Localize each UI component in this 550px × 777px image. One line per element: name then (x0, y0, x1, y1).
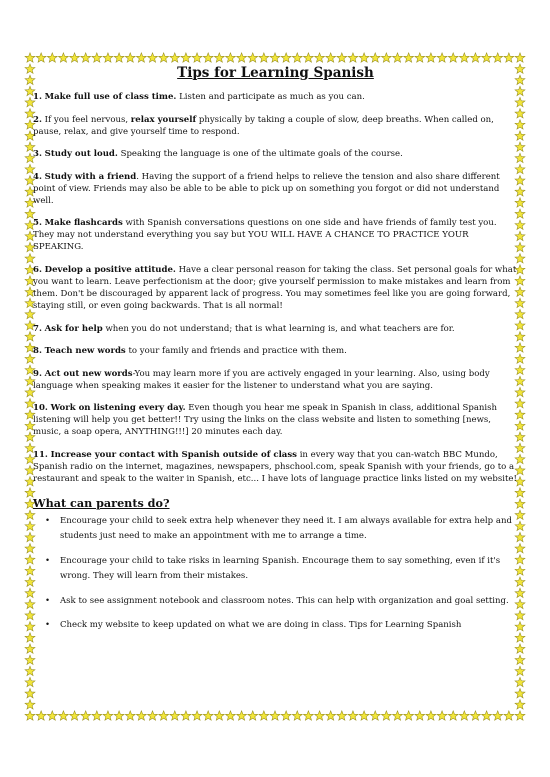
tip-7-text: when you do not understand; that is what learning is, and what teachers are for. (102, 323, 455, 334)
star-icon (515, 666, 525, 675)
star-icon (92, 711, 102, 720)
tip-9-text: -You may learn more if you are actively engaged in your learning. Also, using body language when speaking makes it easier for the listener to understand what you are saying. (33, 368, 490, 391)
list-item (33, 594, 518, 610)
parents-item-text: Encourage your child to take risks in learning Spanish. Encourage them to say something, even if it's wrong. They will learn from their mistakes. (60, 555, 501, 582)
star-icon (36, 711, 46, 720)
star-icon (415, 711, 425, 720)
star-icon (214, 53, 224, 62)
document-body (33, 64, 518, 643)
list-item (33, 618, 518, 634)
star-icon (437, 53, 447, 62)
star-icon (170, 53, 180, 62)
star-icon (159, 711, 169, 720)
star-icon (448, 53, 458, 62)
tip-9-number: 9. (33, 368, 42, 379)
star-icon (404, 53, 414, 62)
bullet-icon: • (45, 620, 51, 631)
star-icon (326, 711, 336, 720)
star-icon (393, 53, 403, 62)
tip-7 (33, 323, 518, 335)
star-icon (270, 711, 280, 720)
star-icon (315, 53, 325, 62)
parents-heading: What can parents do? (33, 495, 170, 510)
star-icon (237, 53, 247, 62)
bullet-icon: • (45, 555, 51, 566)
star-icon (426, 53, 436, 62)
star-icon (393, 711, 403, 720)
star-icon (81, 711, 91, 720)
star-icon (237, 711, 247, 720)
star-icon (92, 53, 102, 62)
tip-3-text: Speaking the language is one of the ultimate goals of the course. (117, 149, 403, 160)
star-icon (81, 53, 91, 62)
tip-11-text: in every way that you can-watch BBC Mundo, Spanish radio on the internet, magazines, newspapers, phschool.com, speak Spanish with your friends, go to a restaurant and speak to the waiter in Spanish, etc... I have lots of language practice links listed on my website! (33, 449, 517, 484)
star-icon (181, 53, 191, 62)
star-icon (214, 711, 224, 720)
star-icon (58, 53, 68, 62)
tip-10 (33, 402, 518, 438)
tip-2-intro: If you feel nervous, (41, 114, 131, 125)
star-icon (36, 53, 46, 62)
star-icon (471, 711, 481, 720)
star-icon (25, 711, 35, 720)
star-icon (25, 644, 35, 653)
tip-3 (33, 148, 518, 160)
star-icon (515, 677, 525, 686)
star-icon (103, 53, 113, 62)
star-icon (459, 53, 469, 62)
star-icon (415, 53, 425, 62)
tip-1-heading: Make full use of class time. (44, 92, 177, 102)
star-icon (248, 711, 258, 720)
star-icon (226, 711, 236, 720)
star-icon (125, 53, 135, 62)
star-icon (259, 53, 269, 62)
star-icon (192, 53, 202, 62)
tip-1-number: 1. (33, 92, 42, 102)
star-icon (292, 711, 302, 720)
tip-4-number: 4. (33, 171, 42, 182)
star-icon (25, 655, 35, 664)
star-icon (515, 711, 525, 720)
tip-10-number: 10. (33, 403, 48, 414)
star-icon (292, 53, 302, 62)
star-icon (58, 711, 68, 720)
tip-9-heading: Act out new words (44, 368, 133, 379)
tip-11-heading: Increase your contact with Spanish outside of class (50, 449, 297, 460)
tip-3-number: 3. (33, 149, 42, 160)
star-icon (270, 53, 280, 62)
star-icon (515, 655, 525, 664)
tip-4 (33, 171, 518, 207)
star-icon (348, 711, 358, 720)
tip-6-text: Have a clear personal reason for taking the class. Set personal goals for what you want to learn. Leave perfectionism at the door; give yourself permission to make mistakes and learn from them. Don't be discouraged by apparent lack of progress. You may sometimes feel like you are going forward, staying still, or even going backwards. That is all normal! (33, 264, 517, 311)
star-icon (381, 53, 391, 62)
tip-8-number: 8. (33, 346, 42, 357)
star-icon (125, 711, 135, 720)
star-icon (159, 53, 169, 62)
star-icon (515, 688, 525, 697)
tip-8-heading: Teach new words (44, 346, 126, 357)
star-icon (471, 53, 481, 62)
star-icon (281, 53, 291, 62)
tip-4-text: . Having the support of a friend helps to relieve the tension and also share different point of view. Friends may also be able to be able to pick up on something you forgot or did not understand well. (33, 171, 500, 206)
bullet-icon: • (45, 595, 51, 606)
star-icon (226, 53, 236, 62)
star-icon (25, 666, 35, 675)
tip-4-heading: Study with a friend (44, 171, 137, 182)
star-icon (515, 644, 525, 653)
parents-item-text: Encourage your child to seek extra help whenever they need it. I am always available for extra help and students just need to make an appointment with me to arrange a time. (60, 515, 512, 542)
star-icon (370, 53, 380, 62)
star-icon (70, 53, 80, 62)
star-icon (515, 700, 525, 709)
tip-7-heading: Ask for help (44, 323, 103, 334)
star-icon (114, 711, 124, 720)
star-icon (482, 53, 492, 62)
tip-5-number: 5. (33, 218, 42, 229)
star-icon (203, 711, 213, 720)
star-icon (70, 711, 80, 720)
tip-6-number: 6. (33, 264, 42, 275)
star-icon (348, 53, 358, 62)
parents-list (33, 514, 518, 634)
tip-2 (33, 114, 518, 138)
tip-5-text: with Spanish conversations questions on one side and have friends of family test you. They may not understand everything you say but YOU WILL HAVE A CHANCE TO PRACTICE YOUR SPEAKING. (33, 218, 497, 253)
star-icon (426, 711, 436, 720)
tip-8 (33, 345, 518, 357)
parents-item-text: Ask to see assignment notebook and classroom notes. This can help with organization and goal setting. (60, 595, 509, 606)
tip-2-heading: relax yourself (130, 114, 197, 125)
star-icon (248, 53, 258, 62)
star-icon (103, 711, 113, 720)
bullet-icon: • (45, 515, 51, 526)
star-icon (136, 711, 146, 720)
star-icon (482, 711, 492, 720)
list-item (33, 554, 518, 585)
star-icon (281, 711, 291, 720)
tip-1-text: Listen and participate as much as you can. (176, 92, 365, 102)
star-icon (337, 53, 347, 62)
tip-2-number: 2. (33, 114, 42, 125)
tip-10-text: Even though you hear me speak in Spanish in class, additional Spanish listening will help you get better!! Try using the links on the class website and listen to something [news, music, a soap opera, ANYTHING!!!] 20 minutes each day. (33, 403, 498, 438)
parents-item-text: Check my website to keep updated on what we are doing in class. Tips for Learning Spanish (60, 620, 462, 631)
tip-9 (33, 368, 518, 392)
star-icon (181, 711, 191, 720)
tip-7-number: 7. (33, 323, 42, 334)
page-title: Tips for Learning Spanish (177, 65, 374, 81)
tip-5 (33, 217, 518, 253)
list-item (33, 514, 518, 545)
star-icon (493, 53, 503, 62)
star-icon (47, 53, 57, 62)
star-icon (25, 677, 35, 686)
star-icon (25, 53, 35, 62)
star-icon (25, 688, 35, 697)
star-icon (315, 711, 325, 720)
tip-10-heading: Work on listening every day. (50, 403, 186, 414)
tip-11-number: 11. (33, 449, 48, 460)
tip-6-heading: Develop a positive attitude. (44, 264, 176, 275)
star-icon (148, 711, 158, 720)
tip-8-text: to your family and friends and practice with them. (125, 346, 347, 357)
tip-5-heading: Make flashcards (44, 218, 123, 229)
star-icon (136, 53, 146, 62)
tip-6 (33, 264, 518, 312)
star-icon (359, 53, 369, 62)
star-icon (203, 53, 213, 62)
star-icon (359, 711, 369, 720)
star-icon (148, 53, 158, 62)
star-icon (515, 53, 525, 62)
tip-2-text: physically by taking a couple of slow, deep breaths. When called on, pause, relax, and give yourself time to respond. (33, 114, 494, 137)
tip-3-heading: Study out loud. (44, 149, 118, 160)
star-icon (303, 53, 313, 62)
star-icon (504, 53, 514, 62)
star-icon (259, 711, 269, 720)
star-icon (404, 711, 414, 720)
star-icon (192, 711, 202, 720)
star-icon (437, 711, 447, 720)
star-icon (170, 711, 180, 720)
star-icon (337, 711, 347, 720)
star-icon (114, 53, 124, 62)
star-icon (448, 711, 458, 720)
tip-11 (33, 449, 518, 485)
tip-1 (33, 91, 518, 103)
star-icon (370, 711, 380, 720)
star-icon (381, 711, 391, 720)
star-icon (25, 700, 35, 709)
star-icon (493, 711, 503, 720)
star-icon (47, 711, 57, 720)
star-icon (504, 711, 514, 720)
star-icon (326, 53, 336, 62)
star-icon (303, 711, 313, 720)
star-icon (459, 711, 469, 720)
